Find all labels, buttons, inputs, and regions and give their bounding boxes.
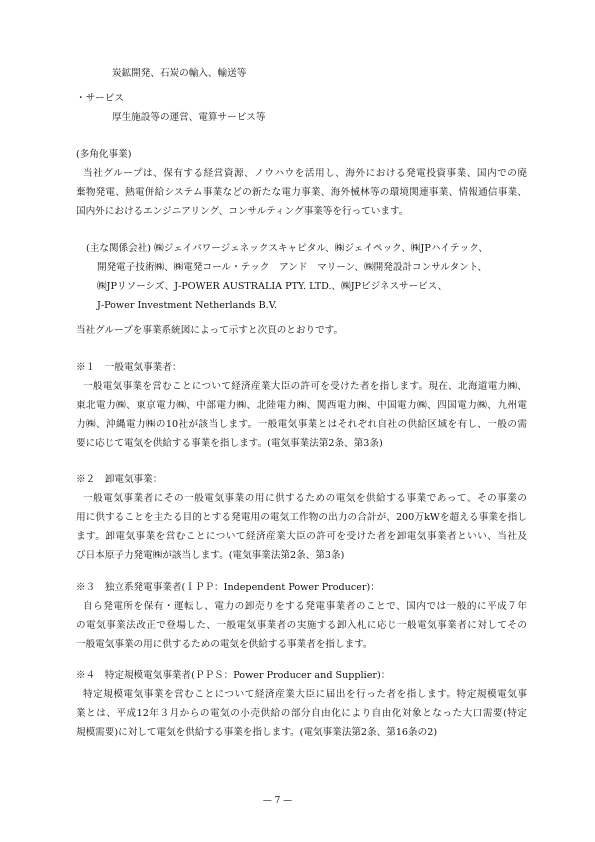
text-line: 特定規模電気事業を営むことについて経済産業大臣に届出を行った者を指します。特定規模電気事 — [83, 689, 527, 700]
text-line: 国内外におけるエンジニアリング、コンサルティング事業等を行っています。 — [76, 206, 409, 217]
text-line: ㈱JPリソーシズ、J-POWER AUSTRALIA PTY. LTD.、㈱JPビジネスサービス、 — [97, 281, 448, 292]
text-line: 一般電気事業を営むことについて経済産業大臣の許可を受けた者を指します。現在、北海道電力㈱、 — [83, 381, 527, 392]
text-line: 一般電気事業の用に供するための電気を供給する事業者を指します。 — [76, 639, 373, 650]
text-line: 規模需要)に対して電気を供給する事業を指します。(電気事業法第2条、第16条の2) — [76, 727, 438, 738]
text-line: 棄物発電、熱電併給システム事業などの新たな電力事業、海外械林等の環境関連事業、情報通信事業、 — [76, 187, 527, 198]
text-line: の電気事業法改正で登場した、一般電気事業者の実施する卸入札に応じ一般電気事業者に対してその — [76, 620, 527, 631]
text-line: 当社グループを事業系統図によって示すと次頁のとおりです。 — [76, 325, 344, 336]
text-line: 東北電力㈱、東京電力㈱、中部電力㈱、北陸電力㈱、関西電力㈱、中国電力㈱、四国電力㈱、九州電 — [76, 400, 527, 411]
page-number: — 7 — — [262, 795, 293, 806]
text-line: ※１ 一般電気事業者： — [76, 362, 182, 373]
text-line: 業とは、平成12年３月からの電気の小売供給の部分自由化により自由化対象となった大口需要(特定 — [76, 708, 527, 719]
text-line: 一般電気事業者にその一般電気事業の用に供するための電気を供給する事業であって、その事業の — [83, 493, 527, 504]
text-line: (主な関係会社) ㈱ジェイパワージェネックスキャピタル、㈱ジェイペック、㈱JPハイテック、 — [86, 243, 488, 254]
text-line: 用に供することを主たる目的とする発電用の電気工作物の出力の合計が、200万kWを超える事業を指し — [76, 512, 527, 523]
text-line: 自ら発電所を保有・運転し、電力の卸売りをする発電事業者のことで、国内では一般的に平成７年 — [83, 601, 527, 612]
text-line: ※２ 卸電気事業： — [76, 474, 163, 485]
text-line: (多角化事業) — [76, 149, 132, 160]
text-line: 炭鉱開発、石炭の輸入、輸送等 — [112, 68, 247, 79]
text-line: ※３ 独立系発電事業者(ＩＰＰ：Independent Power Producer)： — [76, 582, 380, 593]
text-line: 要に応じて電気を供給する事業を指します。(電気事業法第2条、第3条) — [76, 438, 383, 449]
text-line: ※４ 特定規模電気事業者(ＰＰＳ：Power Producer and Supplier)： — [76, 670, 391, 681]
text-line: 開発電子技術㈱、㈱電発コール・テック アンド マリーン、㈱開発設計コンサルタント、 — [97, 262, 488, 273]
text-line: 力㈱、沖縄電力㈱の10社が該当します。一般電気事業とはそれぞれ自社の供給区域を有し、一般の需 — [76, 419, 527, 430]
text-line: 厚生施設等の運営、電算サービス等 — [112, 112, 266, 123]
text-line: ます。卸電気事業を営むことについて経済産業大臣の許可を受けた者を卸電気事業者といい、当社及 — [76, 531, 527, 542]
text-line: び日本原子力発電㈱が該当します。(電気事業法第2条、第3条) — [76, 550, 345, 561]
text-line: ・サービス — [76, 93, 124, 104]
text-line: 当社グループは、保有する経営資源、ノウハウを活用し、海外における発電投資事業、国内での廃 — [83, 168, 527, 179]
text-line: J-Power Investment Netherlands B.V. — [97, 300, 278, 311]
